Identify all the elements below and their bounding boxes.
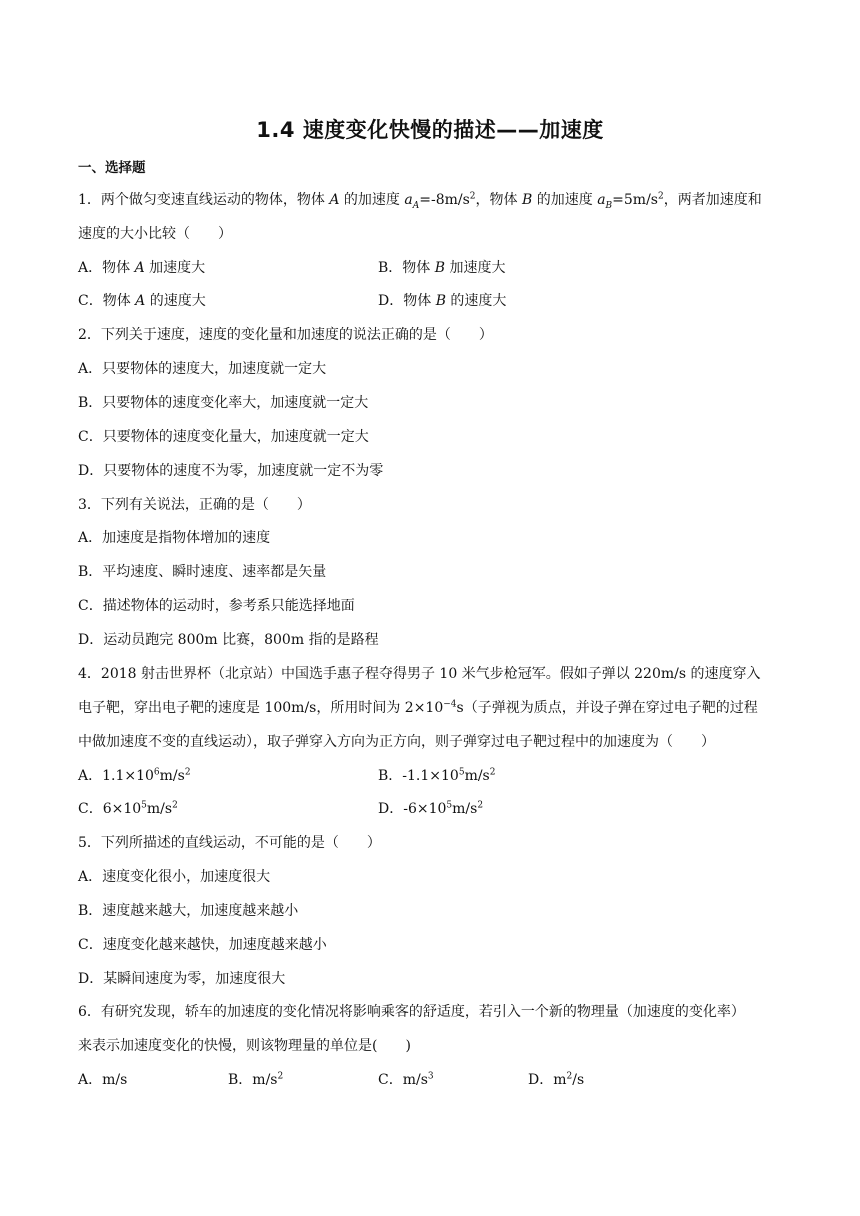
q4-option-d: D．$-6\times 10^5m/s^2$ [378,800,484,817]
q1-option-d: D．物体 B 的速度大 [378,293,507,309]
q6-stem-line1: 6．有研究发现，轿车的加速度的变化情况将影响乘客的舒适度，若引入一个新的物理量（加速度的变化率） [78,1004,745,1020]
q3-option-d: D．运动员跑完 800m 比赛，800m 指的是路程 [78,632,379,648]
q1-option-c: C．物体 A 的速度大 [78,293,206,309]
q6-option-c: C．$m/s^3$ [378,1071,434,1088]
q2-option-d: D．只要物体的速度不为零，加速度就一定不为零 [78,463,384,479]
page-title: 1.4 速度变化快慢的描述——加速度 [256,118,604,142]
q1-option-b: B．物体 B 加速度大 [378,260,506,276]
q5-stem: 5．下列所描述的直线运动，不可能的是（ ） [78,835,381,851]
q2-option-b: B．只要物体的速度变化率大，加速度就一定大 [78,395,369,411]
q1-stem-line2: 速度的大小比较（ ） [78,226,232,242]
q5-option-b: B．速度越来越大，加速度越来越小 [78,903,299,919]
q4-stem-line1: 4．2018 射击世界杯（北京站）中国选手惠子程夺得男子 10 米气步枪冠军。假如子弹以 220m/s 的速度穿入 [78,666,761,682]
section-heading: 一、选择题 [78,160,146,176]
q6-option-d: D．$m^2/s$ [528,1071,585,1088]
q3-option-a: A．加速度是指物体增加的速度 [78,530,271,546]
q6-option-b: B．$m/s^2$ [228,1071,284,1088]
q4-option-c: C．$6\times 10^5m/s^2$ [78,800,178,817]
q3-option-b: B．平均速度、瞬时速度、速率都是矢量 [78,564,327,580]
q3-stem: 3．下列有关说法，正确的是（ ） [78,497,311,513]
q1-stem-line1: 1．两个做匀变速直线运动的物体，物体 A 的加速度 $a_A=-8m/s^2$，物体 B 的加速度 $a_B=5m/s^2$，两者加速度和 [78,191,762,211]
q4-stem-line2: 电子靶，穿出电子靶的速度是 100m/s，所用时间为 $2\times 10^{-4}s$（子弹视为质点，并设子弹在穿过电子靶的过程 [78,699,758,716]
q3-option-c: C．描述物体的运动时，参考系只能选择地面 [78,598,355,614]
q4-option-b: B．$-1.1\times 10^5m/s^2$ [378,767,496,784]
q5-option-d: D．某瞬间速度为零，加速度很大 [78,971,286,987]
q6-stem-line2: 来表示加速度变化的快慢，则该物理量的单位是( ) [78,1038,411,1054]
q5-option-a: A．速度变化很小，加速度很大 [78,869,271,885]
q1-option-a: A．物体 A 加速度大 [78,260,206,276]
q5-option-c: C．速度变化越来越快，加速度越来越小 [78,937,327,953]
q2-stem: 2．下列关于速度，速度的变化量和加速度的说法正确的是（ ） [78,327,493,343]
q4-stem-line3: 中做加速度不变的直线运动），取子弹穿入方向为正方向，则子弹穿过电子靶过程中的加速度为（ ） [78,734,715,750]
q6-option-a: A．m/s [78,1072,128,1088]
q2-option-c: C．只要物体的速度变化量大，加速度就一定大 [78,429,369,445]
q2-option-a: A．只要物体的速度大，加速度就一定大 [78,361,327,377]
q4-option-a: A．$1.1\times 10^6m/s^2$ [78,767,191,784]
